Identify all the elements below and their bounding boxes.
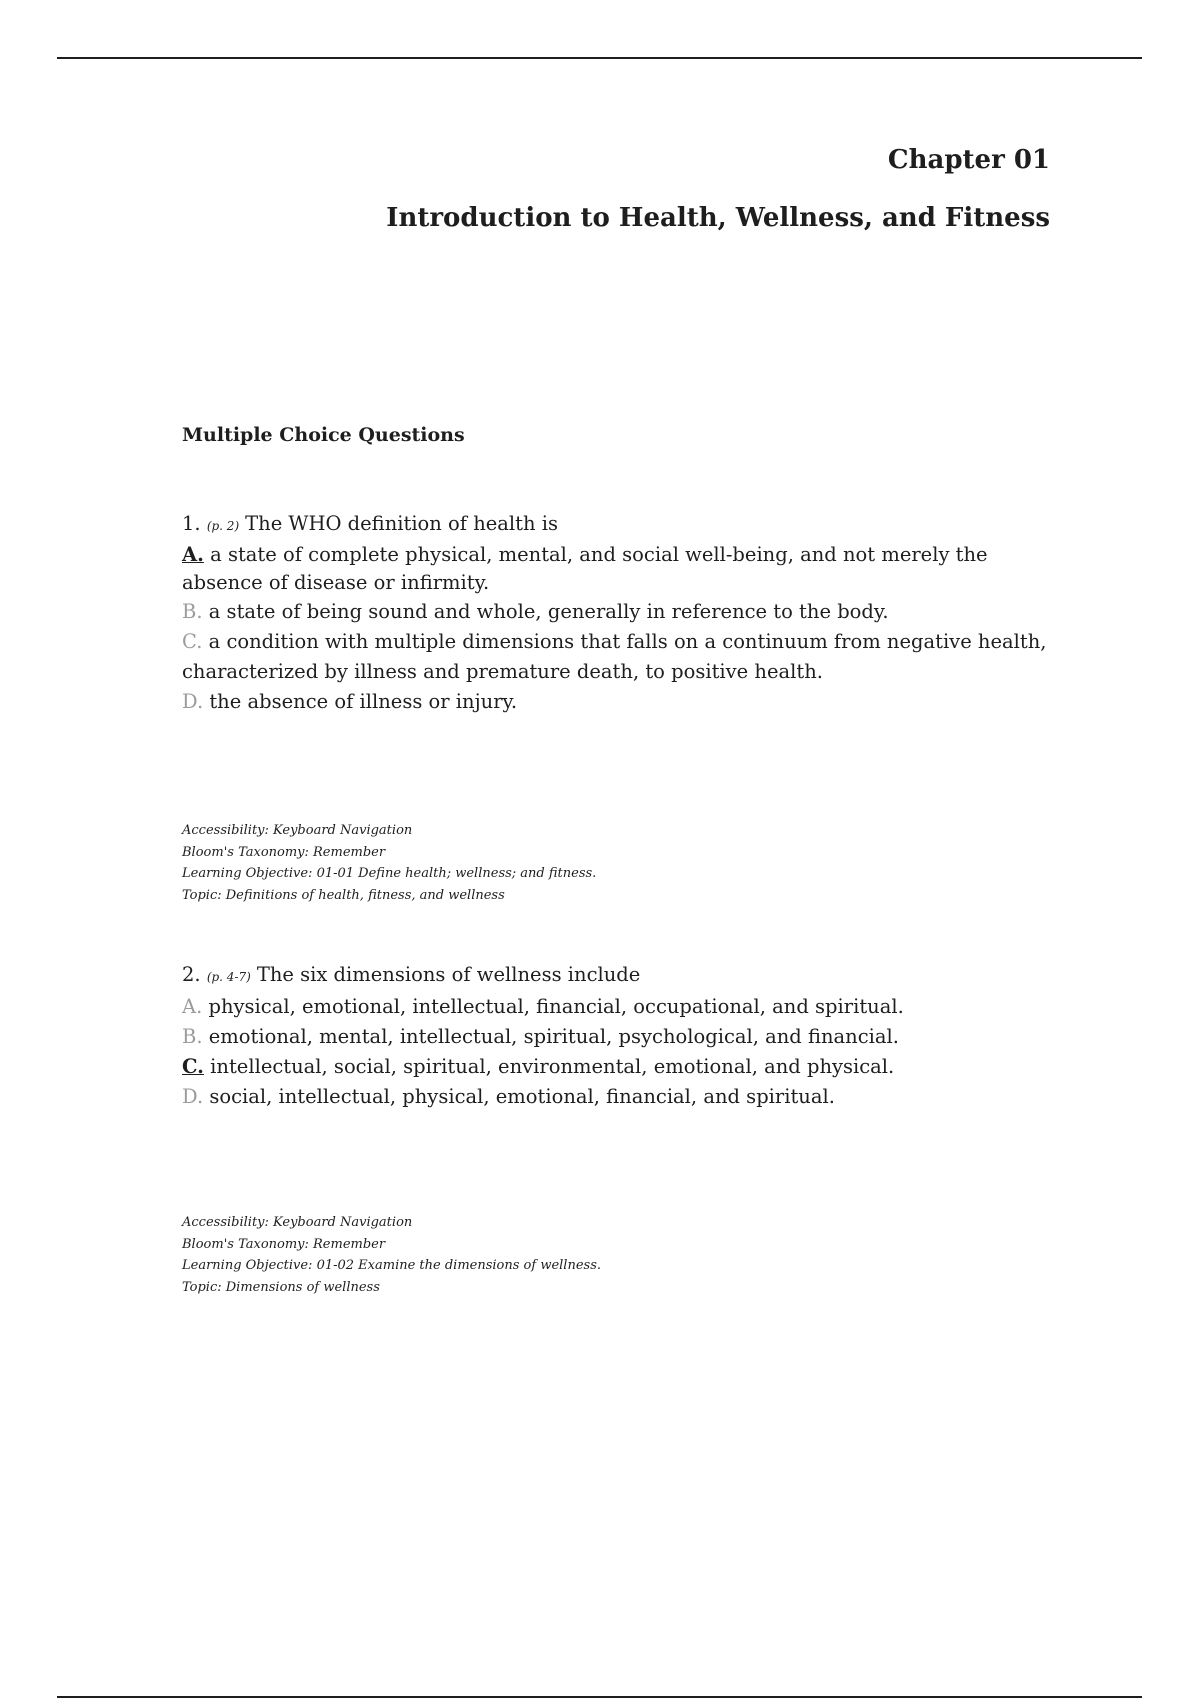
option-b bbox=[182, 1022, 1062, 1052]
question-stem bbox=[182, 509, 1062, 541]
option-letter: D. bbox=[182, 690, 204, 713]
option-letter-correct: C. bbox=[182, 1055, 204, 1078]
question-2-metadata bbox=[182, 1212, 601, 1298]
question-1 bbox=[182, 509, 1062, 717]
question-text: The WHO definition of health is bbox=[245, 512, 559, 535]
option-d bbox=[182, 687, 1062, 717]
chapter-title: Introduction to Health, Wellness, and Fitness bbox=[386, 203, 1050, 233]
meta-blooms-taxonomy: Bloom's Taxonomy: Remember bbox=[182, 844, 386, 860]
chapter-number: Chapter 01 bbox=[887, 145, 1050, 175]
option-text: social, intellectual, physical, emotional, financial, and spiritual. bbox=[209, 1085, 835, 1108]
option-text: a condition with multiple dimensions that falls on a continuum from negative health, characterized by illness and premature death, to positive health. bbox=[182, 630, 1047, 683]
question-1-metadata bbox=[182, 820, 596, 906]
top-rule bbox=[57, 57, 1142, 59]
option-letter: C. bbox=[182, 630, 203, 653]
chapter-header bbox=[386, 145, 1050, 233]
option-letter: B. bbox=[182, 600, 203, 623]
bottom-rule bbox=[57, 1696, 1142, 1698]
option-a bbox=[182, 541, 1062, 597]
page-reference: (p. 4-7) bbox=[206, 970, 251, 984]
meta-accessibility: Accessibility: Keyboard Navigation bbox=[182, 823, 413, 838]
meta-topic: Topic: Definitions of health, fitness, and wellness bbox=[182, 887, 505, 903]
option-c bbox=[182, 627, 1062, 687]
option-text: physical, emotional, intellectual, financial, occupational, and spiritual. bbox=[208, 995, 904, 1018]
meta-accessibility: Accessibility: Keyboard Navigation bbox=[182, 1215, 413, 1230]
page-reference: (p. 2) bbox=[206, 519, 240, 533]
option-text: the absence of illness or injury. bbox=[209, 690, 518, 713]
question-text: The six dimensions of wellness include bbox=[256, 963, 641, 986]
option-c bbox=[182, 1052, 1062, 1082]
option-text: a state of being sound and whole, generally in reference to the body. bbox=[208, 600, 889, 623]
question-2 bbox=[182, 960, 1062, 1112]
option-letter: B. bbox=[182, 1025, 203, 1048]
option-text: a state of complete physical, mental, and social well-being, and not merely the absence of disease or infirmity. bbox=[182, 543, 988, 594]
option-b bbox=[182, 597, 1062, 627]
option-a bbox=[182, 992, 1062, 1022]
question-number: 1. bbox=[182, 512, 201, 535]
question-stem bbox=[182, 960, 1062, 992]
option-letter-correct: A. bbox=[182, 543, 204, 566]
meta-learning-objective: Learning Objective: 01-01 Define health; wellness; and fitness. bbox=[182, 866, 597, 881]
option-letter: D. bbox=[182, 1085, 204, 1108]
option-text: intellectual, social, spiritual, environmental, emotional, and physical. bbox=[210, 1055, 895, 1078]
question-number: 2. bbox=[182, 963, 201, 986]
meta-topic: Topic: Dimensions of wellness bbox=[182, 1279, 380, 1295]
section-heading: Multiple Choice Questions bbox=[182, 424, 465, 446]
option-letter: A. bbox=[182, 995, 203, 1018]
meta-blooms-taxonomy: Bloom's Taxonomy: Remember bbox=[182, 1236, 386, 1252]
meta-learning-objective: Learning Objective: 01-02 Examine the dimensions of wellness. bbox=[182, 1258, 602, 1273]
option-d bbox=[182, 1082, 1062, 1112]
option-text: emotional, mental, intellectual, spiritual, psychological, and financial. bbox=[208, 1025, 899, 1048]
